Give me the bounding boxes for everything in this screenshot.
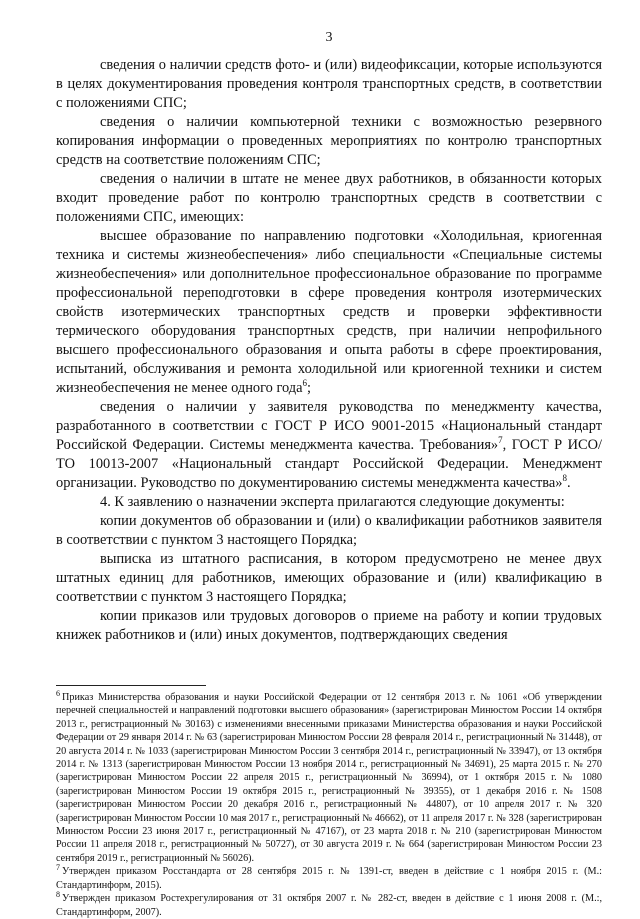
- footnote-text: Утвержден приказом Ростехрегулирования от 31 октября 2007 г. № 282-ст, введен в действие с 1 июня 2008 г. (М.:, Стандартинформ, 2007).: [56, 893, 602, 918]
- footnote-number: 8: [56, 889, 60, 899]
- footnote-7: [56, 862, 602, 892]
- document-body: [56, 56, 602, 645]
- paragraph-staff: сведения о наличии в штате не менее двух работников, в обязанности которых входит проведение работ по контролю транспортных средств в соответствии с положениями СПС, имеющих:: [56, 171, 602, 225]
- footnotes: [56, 688, 602, 919]
- footnote-6: [56, 688, 602, 865]
- paragraph-orders-contracts: копии приказов или трудовых договоров о приеме на работу и копии трудовых книжек работников и (или) иных документов, подтверждающих сведения: [56, 608, 602, 643]
- paragraph-quality-manual-tail: .: [566, 475, 571, 491]
- paragraph-quality-manual: [56, 398, 602, 493]
- footnote-text: Приказ Министерства образования и науки Российской Федерации от 12 сентября 2013 г. № 1061 «Об утверждении перечней специальностей и направлений подготовки высшего образования» (зарегистрирован Минюстом России 14 октября 2013 г., регистрационный № 30163) с изменениями внесенными приказами Министерства образования и науки Российской Федерации от 29 января 2014 г. № 63 (зарегистрирован Минюстом России 28 февраля 2014 г., регистрационный № 31448), от 20 августа 2014 г. № 1033 (зарегистрирован Минюстом России 3 сентября 2014 г., регистрационный № 33947), от 13 октября 2014 г. № 1313 (зарегистрирован Минюстом России 13 ноября 2014 г., регистрационный № 34691), 25 марта 2015 г. № 270 (зарегистрирован Минюстом России 22 апреля 2015 г., регистрационный № 36994), от 1 октября 2015 г. № 1080 (зарегистрирован Минюстом России 19 октября 2015 г., регистрационный № 39355), от 1 декабря 2016 г. № 1508 (зарегистрирован Минюстом России 20 декабря 2016 г., регистрационный № 44807), от 10 апреля 2017 г. № 320 (зарегистрирован Минюстом России 10 мая 2017 г., регистрационный № 46662), от 11 апреля 2017 г. № 328 (зарегистрирован Минюстом России 23 июня 2017 г., регистрационный № 47167), от 23 марта 2018 г. № 210 (зарегистрирован Минюстом России 11 апреля 2018 г., регистрационный № 50727), от 30 августа 2019 г. № 664 (зарегистрирован Минюстом России 23 сентября 2019 г., регистрационный № 56026).: [56, 692, 602, 864]
- paragraph-item-4: 4. К заявлению о назначении эксперта прилагаются следующие документы:: [100, 494, 565, 510]
- paragraph-copies-education: копии документов об образовании и (или) о квалификации работников заявителя в соответствии с пунктом 3 настоящего Порядка;: [56, 513, 602, 548]
- paragraph-education-text: высшее образование по направлению подготовки «Холодильная, криогенная техника и системы жизнеобеспечения» либо специальности «Специальные системы жизнеобеспечения» или дополнительное профессиональное образование по программе профессиональной переподготовки в сфере проведения контроля изотермических свойств изотермических транспортных средств и проверки эффективности термического оборудования транспортных средств, при наличии непрофильного высшего профессионального образования и опыта работы в сфере проектирования, испытаний, обслуживания и ремонта холодильной или криогенной техники и систем жизнеобеспечения не менее одного года: [56, 228, 602, 396]
- footnote-ref-6: 6: [302, 378, 307, 389]
- footnote-separator: [56, 685, 206, 686]
- footnote-ref-8: 8: [562, 473, 567, 484]
- page-number: 3: [325, 30, 333, 45]
- footnote-8: [56, 889, 602, 919]
- footnote-number: 6: [56, 688, 60, 698]
- paragraph-staff-schedule: выписка из штатного расписания, в котором предусмотрено не менее двух штатных единиц для работников, имеющих образование и (или) квалификацию в соответствии с пунктом 3 настоящего Порядка;: [56, 551, 602, 605]
- paragraph-education: [56, 227, 602, 398]
- paragraph-photo-video: сведения о наличии средств фото- и (или) видеофиксации, которые используются в целях документирования проведения контроля транспортных средств, в соответствии с положениями СПС;: [56, 57, 602, 111]
- paragraph-quality-manual-text: сведения о наличии у заявителя руководства по менеджменту качества, разработанного в соответствии с ГОСТ Р ИСО 9001-2015 «Национальный стандарт Российской Федерации. Системы менеджмента качества. Требования»: [56, 399, 602, 453]
- footnote-ref-7: 7: [498, 435, 503, 446]
- footnote-text: Утвержден приказом Росстандарта от 28 сентября 2015 г. № 1391-ст, введен в действие с 1 ноября 2015 г. (М.: Стандартинформ, 2015).: [56, 866, 602, 891]
- paragraph-computer: сведения о наличии компьютерной техники с возможностью резервного копирования информации о проведенных мероприятиях по контролю транспортных средств на соответствие положениям СПС;: [56, 114, 602, 168]
- paragraph-education-tail: ;: [306, 380, 311, 396]
- footnote-number: 7: [56, 862, 60, 872]
- paragraph-quality-manual-cont: , ГОСТ Р ИСО/ТО 10013-2007 «Национальный стандарт Российской Федерации. Менеджмент организации. Руководство по документированию системы менеджмента качества»: [56, 437, 602, 491]
